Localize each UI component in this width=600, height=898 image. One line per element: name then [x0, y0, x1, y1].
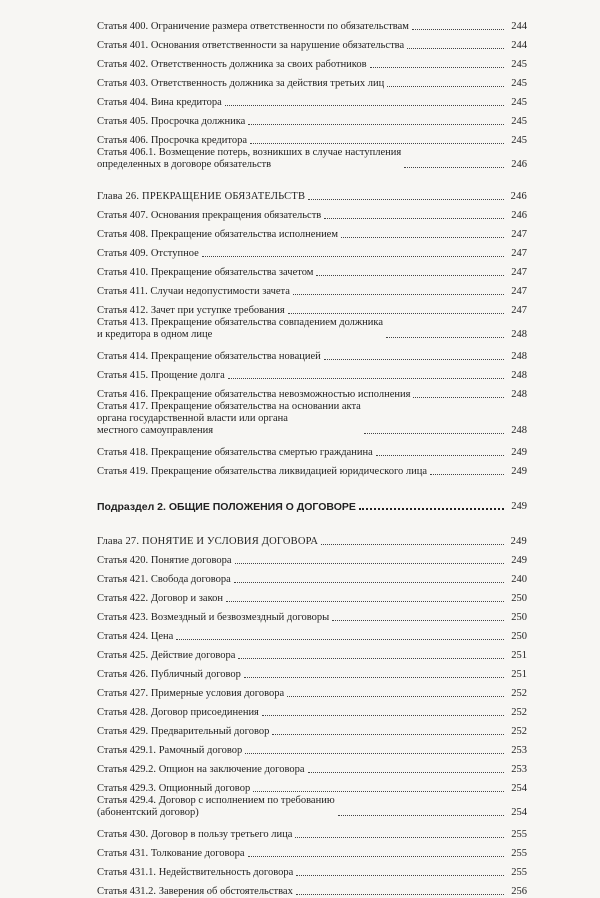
toc-entry-label: [97, 40, 404, 52]
toc-entry-number: Статья 418.: [97, 447, 149, 458]
toc-entry-label: [97, 370, 225, 382]
toc-page-number: 251: [511, 669, 527, 680]
toc-entry-title: Основания ответственности за нарушение обязательства: [150, 40, 405, 51]
toc-page-number: 246: [510, 191, 527, 202]
toc-entry-label: [97, 726, 269, 738]
toc-page-number: 252: [511, 726, 527, 737]
toc-entry-label: [97, 795, 335, 819]
toc-entry[interactable]: [97, 401, 527, 437]
toc-entry-number: Статья 431.: [97, 848, 149, 859]
toc-chapter[interactable]: [97, 184, 527, 203]
toc-entry-title: Опционный договор: [158, 783, 251, 794]
toc-entry-title: Прекращение обязательства на основании акта органа государственной власти или органа местного самоуправления: [97, 401, 361, 436]
toc-entry-title: Заверения об обстоятельствах: [158, 886, 293, 897]
toc-leader-dots: [407, 47, 504, 49]
toc-entry-number: Статья 425.: [97, 650, 149, 661]
toc-leader-dots: [324, 217, 504, 219]
toc-leader-dots: [316, 274, 504, 276]
toc-entry-number: Статья 427.: [97, 688, 149, 699]
toc-entry-label: [97, 745, 242, 757]
toc-entry-title: Отступное: [150, 248, 199, 259]
toc-entry-label: [97, 267, 313, 279]
toc-entry-number: Подраздел 2.: [97, 501, 166, 513]
toc-leader-dots: [262, 714, 504, 716]
toc-entry-label: [97, 21, 409, 33]
toc-entry[interactable]: [97, 586, 527, 605]
toc-entry-title: Публичный договор: [150, 669, 241, 680]
toc-entry-label: [97, 135, 247, 147]
toc-spacer: [97, 513, 527, 529]
toc-leader-dots: [287, 695, 504, 697]
toc-entry-title: Толкование договора: [150, 848, 245, 859]
toc-entry-label: [97, 116, 245, 128]
toc-entry[interactable]: [97, 548, 527, 567]
toc-entry-title: Понятие договора: [150, 555, 232, 566]
toc-entry[interactable]: [97, 605, 527, 624]
table-of-contents: [97, 14, 527, 898]
toc-entry-label: [97, 389, 410, 401]
toc-entry-label: [97, 305, 285, 317]
toc-entry[interactable]: [97, 298, 527, 317]
toc-entry-title: Примерные условия договора: [150, 688, 285, 699]
toc-entry-label: [97, 669, 241, 681]
toc-leader-dots: [226, 600, 504, 602]
toc-leader-dots: [387, 85, 504, 87]
toc-leader-dots: [386, 336, 504, 338]
toc-entry-title: Случаи недопустимости зачета: [150, 286, 290, 297]
toc-entry-number: Статья 429.3.: [97, 783, 157, 794]
toc-leader-dots: [376, 454, 504, 456]
toc-entry[interactable]: [97, 344, 527, 363]
toc-page-number: 245: [511, 135, 527, 146]
toc-page-number: 244: [511, 21, 527, 32]
toc-page-number: 254: [511, 783, 527, 794]
toc-entry[interactable]: [97, 317, 527, 341]
toc-entry-number: Статья 420.: [97, 555, 149, 566]
toc-entry[interactable]: [97, 643, 527, 662]
toc-page-number: 250: [511, 612, 527, 623]
toc-entry-title: Цена: [150, 631, 174, 642]
toc-entry-number: Статья 405.: [97, 116, 149, 127]
toc-leader-dots: [321, 543, 504, 545]
toc-entry-label: [97, 59, 367, 71]
toc-entry-number: Статья 423.: [97, 612, 149, 623]
toc-entry[interactable]: [97, 879, 527, 898]
toc-entry-title: Предварительный договор: [150, 726, 270, 737]
toc-entry-label: [97, 688, 284, 700]
toc-entry-title: Прощение долга: [150, 370, 225, 381]
toc-page-number: 250: [511, 593, 527, 604]
toc-entry-title: Зачет при уступке требования: [150, 305, 285, 316]
toc-leader-dots: [272, 733, 504, 735]
toc-entry[interactable]: [97, 241, 527, 260]
toc-leader-dots: [248, 123, 504, 125]
toc-entry[interactable]: [97, 440, 527, 459]
toc-leader-dots: [296, 874, 504, 876]
toc-entry[interactable]: [97, 860, 527, 879]
toc-page-number: 253: [511, 745, 527, 756]
toc-entry-label: [97, 867, 293, 879]
toc-entry[interactable]: [97, 52, 527, 71]
toc-entry-number: Статья 421.: [97, 574, 149, 585]
toc-entry-label: [97, 229, 338, 241]
toc-entry-title: Просрочка кредитора: [150, 135, 247, 146]
toc-entry[interactable]: [97, 700, 527, 719]
toc-entry[interactable]: [97, 33, 527, 52]
toc-entry-label: [97, 707, 259, 719]
toc-leader-dots: [235, 562, 504, 564]
toc-page-number: 245: [511, 78, 527, 89]
toc-entry-title: Просрочка должника: [150, 116, 246, 127]
toc-entry-number: Статья 431.2.: [97, 886, 157, 897]
toc-entry-label: [97, 555, 232, 567]
toc-entry-number: Статья 430.: [97, 829, 149, 840]
toc-page-number: 245: [511, 97, 527, 108]
toc-entry[interactable]: [97, 222, 527, 241]
toc-entry-label: [97, 536, 318, 548]
toc-entry-label: [97, 401, 361, 437]
toc-entry-label: [97, 783, 250, 795]
toc-page-number: 249: [511, 466, 527, 477]
toc-entry[interactable]: [97, 662, 527, 681]
toc-entry[interactable]: [97, 363, 527, 382]
toc-leader-dots: [176, 638, 504, 640]
toc-entry[interactable]: [97, 624, 527, 643]
toc-entry[interactable]: [97, 841, 527, 860]
toc-entry-number: Статья 417.: [97, 401, 149, 412]
toc-entry-label: [97, 248, 199, 260]
toc-entry-number: Статья 428.: [97, 707, 149, 718]
toc-page-number: 247: [511, 248, 527, 259]
toc-subsection[interactable]: [97, 494, 527, 513]
toc-entry-number: Статья 400.: [97, 21, 149, 32]
toc-entry-label: [97, 631, 173, 643]
toc-entry-title: Договор и закон: [150, 593, 224, 604]
toc-entry[interactable]: [97, 822, 527, 841]
toc-entry-number: Статья 412.: [97, 305, 149, 316]
toc-entry-label: [97, 574, 231, 586]
toc-entry-title: Прекращение обязательства исполнением: [150, 229, 338, 240]
toc-leader-dots: [202, 255, 504, 257]
toc-entry-number: Статья 401.: [97, 40, 149, 51]
toc-entry-number: Статья 429.1.: [97, 745, 157, 756]
toc-entry-number: Статья 404.: [97, 97, 149, 108]
toc-entry[interactable]: [97, 567, 527, 586]
toc-entry-label: [97, 650, 235, 662]
toc-page-number: 247: [511, 267, 527, 278]
toc-leader-dots: [413, 396, 504, 398]
toc-entry[interactable]: [97, 738, 527, 757]
toc-entry-number: Глава 27.: [97, 536, 140, 547]
toc-entry[interactable]: [97, 681, 527, 700]
toc-leader-dots: [244, 676, 504, 678]
toc-entry[interactable]: [97, 260, 527, 279]
toc-page-number: 245: [511, 59, 527, 70]
toc-spacer: [97, 174, 527, 184]
toc-entry-number: Статья 407.: [97, 210, 149, 221]
toc-leader-dots: [308, 771, 504, 773]
toc-page-number: 245: [511, 116, 527, 127]
toc-entry-title: Прекращение обязательства ликвидацией юридического лица: [150, 466, 428, 477]
toc-entry-title: Ответственность должника за действия третьих лиц: [150, 78, 385, 89]
toc-entry-number: Статья 416.: [97, 389, 149, 400]
toc-leader-dots: [248, 855, 504, 857]
toc-entry[interactable]: [97, 382, 527, 401]
toc-entry-number: Статья 429.2.: [97, 764, 157, 775]
toc-entry-label: [97, 848, 245, 860]
toc-page-number: 247: [511, 286, 527, 297]
toc-entry-label: [97, 886, 293, 898]
toc-entry-title: Прекращение обязательства совпадением должника и кредитора в одном лице: [97, 317, 384, 340]
toc-leader-dots: [234, 581, 504, 583]
toc-page-number: 246: [511, 210, 527, 221]
toc-entry-label: [97, 210, 321, 222]
toc-page-number: 248: [511, 425, 527, 436]
toc-leader-dots: [308, 198, 504, 200]
toc-leader-dots: [295, 836, 504, 838]
toc-entry-label: [97, 97, 222, 109]
toc-page-number: 252: [511, 688, 527, 699]
toc-page-number: 249: [511, 447, 527, 458]
toc-entry-label: [97, 286, 290, 298]
toc-entry-label: [97, 447, 373, 459]
toc-entry-title: Основания прекращения обязательств: [150, 210, 322, 221]
toc-entry-number: Статья 402.: [97, 59, 149, 70]
toc-entry[interactable]: [97, 71, 527, 90]
toc-entry[interactable]: [97, 757, 527, 776]
toc-entry-number: Статья 429.4.: [97, 795, 157, 806]
toc-leader-dots: [430, 473, 504, 475]
toc-page-number: 248: [511, 351, 527, 362]
toc-page-number: 255: [511, 829, 527, 840]
toc-leader-dots: [324, 358, 504, 360]
toc-entry[interactable]: [97, 795, 527, 819]
toc-leader-dots: [228, 377, 504, 379]
toc-entry-title: Прекращение обязательства новацией: [150, 351, 321, 362]
toc-leader-dots: [332, 619, 504, 621]
toc-leader-dots: [370, 66, 504, 68]
toc-entry-title: Свобода договора: [150, 574, 231, 585]
toc-page-number: 255: [511, 867, 527, 878]
toc-page-number: 254: [511, 807, 527, 818]
toc-entry-number: Статья 422.: [97, 593, 149, 604]
toc-leader-dots: [225, 104, 504, 106]
toc-entry-title: Прекращение обязательства зачетом: [150, 267, 314, 278]
toc-entry-title: Договор присоединения: [150, 707, 259, 718]
toc-entry-label: [97, 78, 384, 90]
toc-entry-number: Статья 424.: [97, 631, 149, 642]
toc-entry-number: Статья 413.: [97, 317, 149, 328]
toc-entry[interactable]: [97, 776, 527, 795]
toc-entry-label: [97, 351, 321, 363]
toc-entry-number: Статья 411.: [97, 286, 148, 297]
toc-page-number: 240: [511, 574, 527, 585]
toc-entry[interactable]: [97, 147, 527, 171]
toc-entry-title: Вина кредитора: [150, 97, 222, 108]
toc-entry-number: Статья 426.: [97, 669, 149, 680]
toc-chapter[interactable]: [97, 529, 527, 548]
toc-leader-dots: [404, 166, 504, 168]
toc-entry-label: [97, 612, 329, 624]
toc-entry-label: [97, 501, 356, 513]
toc-entry-title: Ограничение размера ответственности по обязательствам: [150, 21, 409, 32]
toc-entry[interactable]: [97, 90, 527, 109]
toc-entry[interactable]: [97, 109, 527, 128]
toc-leader-dots: [359, 507, 504, 510]
toc-page-number: 255: [511, 848, 527, 859]
toc-page-number: 244: [511, 40, 527, 51]
toc-leader-dots: [238, 657, 504, 659]
toc-page-number: 253: [511, 764, 527, 775]
toc-leader-dots: [288, 312, 504, 314]
toc-entry-number: Статья 409.: [97, 248, 149, 259]
toc-entry-label: [97, 317, 383, 341]
toc-entry-title: Ответственность должника за своих работников: [150, 59, 367, 70]
toc-page-number: 247: [511, 305, 527, 316]
toc-spacer: [97, 478, 527, 494]
toc-leader-dots: [338, 814, 504, 816]
toc-page-number: 249: [511, 555, 527, 566]
toc-leader-dots: [341, 236, 504, 238]
toc-entry-label: [97, 191, 305, 203]
toc-leader-dots: [364, 432, 504, 434]
toc-page-number: 248: [511, 329, 527, 340]
toc-leader-dots: [245, 752, 504, 754]
toc-leader-dots: [412, 28, 504, 30]
toc-page-number: 249: [511, 501, 527, 512]
toc-page-number: 246: [511, 159, 527, 170]
toc-entry-title: ПОНЯТИЕ И УСЛОВИЯ ДОГОВОРА: [142, 536, 319, 547]
toc-page-number: 247: [511, 229, 527, 240]
toc-leader-dots: [253, 790, 504, 792]
toc-page-number: 252: [511, 707, 527, 718]
toc-entry-title: ОБЩИЕ ПОЛОЖЕНИЯ О ДОГОВОРЕ: [168, 501, 356, 513]
toc-entry-number: Статья 406.: [97, 135, 149, 146]
toc-entry-number: Статья 406.1.: [97, 147, 157, 158]
toc-page-number: 250: [511, 631, 527, 642]
toc-entry-title: Действие договора: [150, 650, 236, 661]
toc-entry-number: Статья 429.: [97, 726, 149, 737]
toc-entry-number: Статья 408.: [97, 229, 149, 240]
toc-entry-number: Статья 403.: [97, 78, 149, 89]
toc-page-number: 248: [511, 389, 527, 400]
toc-leader-dots: [250, 142, 504, 144]
toc-page-number: 256: [511, 886, 527, 897]
toc-entry-title: Прекращение обязательства смертью гражданина: [150, 447, 373, 458]
toc-entry-title: Возмездный и безвозмездный договоры: [150, 612, 330, 623]
toc-entry-title: Возмещение потерь, возникших в случае наступления определенных в договоре обязательств: [97, 147, 402, 170]
toc-entry-label: [97, 147, 401, 171]
toc-entry-label: [97, 466, 427, 478]
toc-entry-title: Рамочный договор: [158, 745, 243, 756]
toc-entry[interactable]: [97, 14, 527, 33]
toc-entry-number: Статья 410.: [97, 267, 149, 278]
toc-leader-dots: [296, 893, 504, 895]
toc-entry-number: Статья 414.: [97, 351, 149, 362]
toc-entry-title: Прекращение обязательства невозможностью исполнения: [150, 389, 411, 400]
toc-entry-title: Опцион на заключение договора: [158, 764, 305, 775]
toc-page-number: 251: [511, 650, 527, 661]
toc-page-number: 248: [511, 370, 527, 381]
toc-entry-number: Статья 415.: [97, 370, 149, 381]
toc-entry-number: Статья 419.: [97, 466, 149, 477]
toc-entry[interactable]: [97, 128, 527, 147]
toc-entry-number: Глава 26.: [97, 191, 140, 202]
toc-entry-title: Договор с исполнением по требованию (абонентский договор): [97, 795, 335, 818]
toc-entry[interactable]: [97, 719, 527, 738]
toc-page-number: 249: [510, 536, 527, 547]
toc-entry-label: [97, 593, 223, 605]
toc-entry-label: [97, 764, 305, 776]
toc-entry-title: Договор в пользу третьего лица: [150, 829, 293, 840]
toc-entry[interactable]: [97, 279, 527, 298]
toc-leader-dots: [293, 293, 504, 295]
toc-entry-number: Статья 431.1.: [97, 867, 157, 878]
toc-entry-label: [97, 829, 292, 841]
toc-entry-title: Недействительность договора: [158, 867, 294, 878]
toc-entry-title: ПРЕКРАЩЕНИЕ ОБЯЗАТЕЛЬСТВ: [142, 191, 306, 202]
toc-entry[interactable]: [97, 203, 527, 222]
toc-entry[interactable]: [97, 459, 527, 478]
